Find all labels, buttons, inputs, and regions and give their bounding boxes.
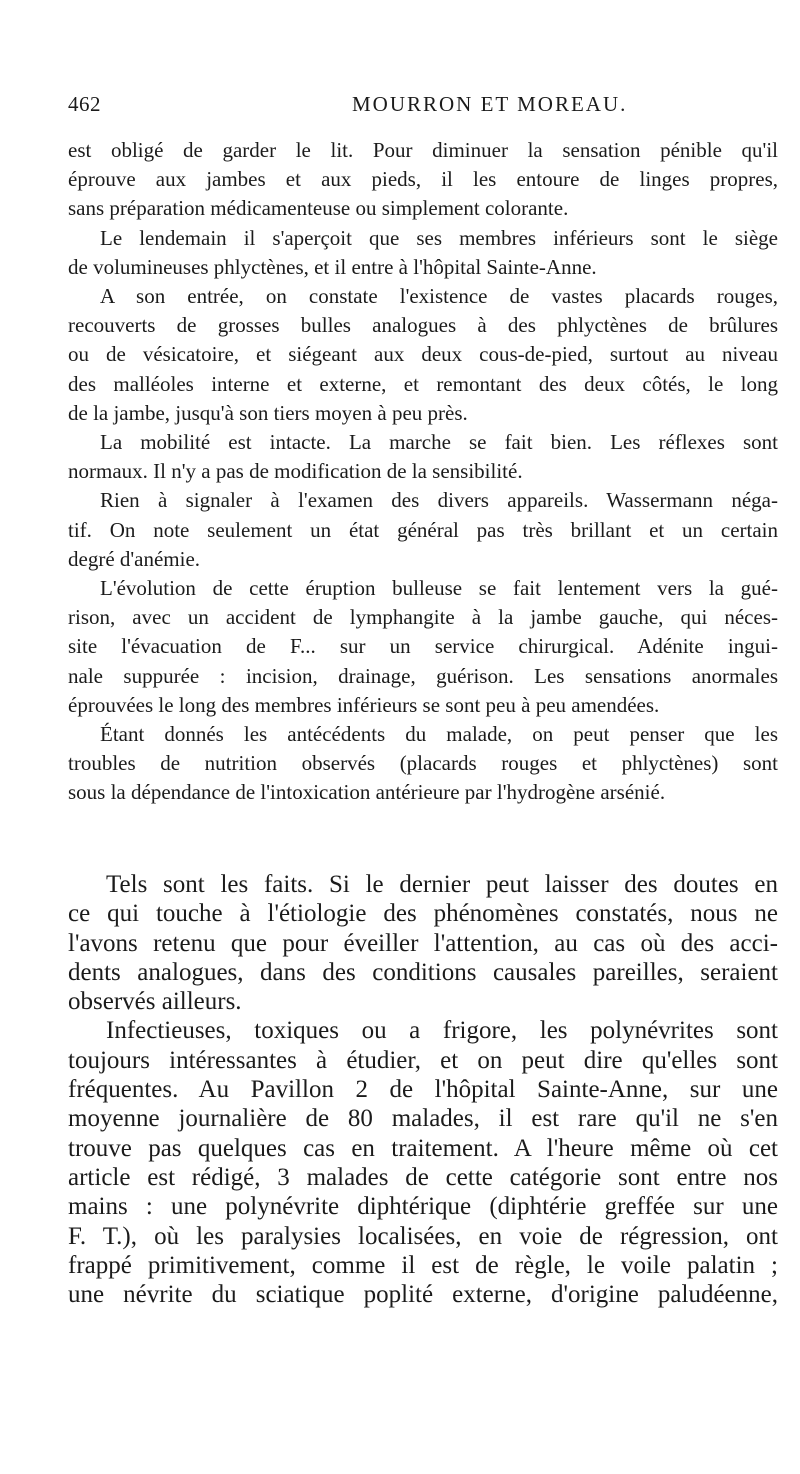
discussion-text bbox=[68, 870, 778, 1309]
text-line: L'évolution de cette éruption bulleuse se fait lentement vers la gué- bbox=[100, 576, 778, 601]
text-line: une névrite du sciatique poplité externe, d'origine paludéenne, bbox=[68, 1281, 778, 1309]
text-line: sans préparation médicamenteuse ou simplement colorante. bbox=[68, 196, 569, 221]
text-line: observés ailleurs. bbox=[68, 988, 242, 1016]
text-line: F. T.), où les paralysies localisées, en voie de régression, ont bbox=[68, 1222, 778, 1250]
page-number: 462 bbox=[68, 92, 101, 116]
text-line: sous la dépendance de l'intoxication antérieure par l'hydrogène arsénié. bbox=[68, 780, 666, 805]
text-line: ou de vésicatoire, et siégeant aux deux cous-de-pied, surtout au niveau bbox=[68, 342, 778, 367]
running-title: MOURRON ET MOREAU. bbox=[352, 92, 628, 116]
text-line: dents analogues, dans des conditions causales pareilles, seraient bbox=[68, 958, 778, 986]
text-line: site l'évacuation de F... sur un service chirurgical. Adénite ingui- bbox=[68, 634, 778, 659]
text-line: moyenne journalière de 80 malades, il est rare qu'il ne s'en bbox=[68, 1105, 778, 1133]
text-line: de la jambe, jusqu'à son tiers moyen à peu près. bbox=[68, 400, 468, 425]
text-line: fréquentes. Au Pavillon 2 de l'hôpital Sainte-Anne, sur une bbox=[68, 1076, 778, 1104]
text-line: Tels sont les faits. Si le dernier peut laisser des doutes en bbox=[106, 871, 778, 898]
text-line: est obligé de garder le lit. Pour diminuer la sensation pénible qu'il bbox=[68, 138, 778, 162]
text-line: Étant donnés les antécédents du malade, on peut penser que les bbox=[100, 722, 778, 747]
text-line: toujours intéressantes à étudier, et on peut dire qu'elles sont bbox=[68, 1046, 778, 1074]
text-line: de volumineuses phlyctènes, et il entre à l'hôpital Sainte-Anne. bbox=[68, 254, 597, 279]
text-line: troubles de nutrition observés (placards rouges et phlyctènes) sont bbox=[68, 751, 778, 776]
text-line: normaux. Il n'y a pas de modification de la sensibilité. bbox=[68, 459, 523, 484]
text-line: l'avons retenu que pour éveiller l'attention, au cas où des acci- bbox=[68, 929, 778, 957]
running-head bbox=[68, 92, 768, 120]
text-line: éprouve aux jambes et aux pieds, il les entoure de linges propres, bbox=[68, 167, 778, 192]
text-line: nale suppurée : incision, drainage, guérison. Les sensations anormales bbox=[68, 663, 778, 688]
text-line: degré d'anémie. bbox=[68, 546, 201, 571]
text-line: ce qui touche à l'étiologie des phénomènes constatés, nous ne bbox=[68, 900, 778, 928]
text-line: La mobilité est intacte. La marche se fait bien. Les réflexes sont bbox=[100, 430, 778, 455]
text-line: tif. On note seulement un état général pas très brillant et un certain bbox=[68, 517, 778, 542]
text-line: article est rédigé, 3 malades de cette catégorie sont entre nos bbox=[68, 1163, 778, 1191]
text-line: recouverts de grosses bulles analogues à des phlyctènes de brûlures bbox=[68, 313, 778, 338]
text-line: A son entrée, on constate l'existence de vastes placards rouges, bbox=[100, 284, 778, 309]
text-line: Le lendemain il s'aperçoit que ses membres inférieurs sont le siège bbox=[100, 225, 778, 250]
text-line: mains : une polynévrite diphtérique (diphtérie greffée sur une bbox=[68, 1193, 778, 1221]
text-line: frappé primitivement, comme il est de règle, le voile palatin ; bbox=[68, 1251, 778, 1279]
text-line: Infectieuses, toxiques ou a frigore, les polynévrites sont bbox=[106, 1017, 778, 1045]
text-line: Rien à signaler à l'examen des divers appareils. Wassermann néga- bbox=[100, 488, 778, 513]
text-line: rison, avec un accident de lymphangite à la jambe gauche, qui néces- bbox=[68, 605, 778, 630]
text-line: éprouvées le long des membres inférieurs se sont peu à peu amendées. bbox=[68, 692, 660, 717]
text-line: des malléoles interne et externe, et remontant des deux côtés, le long bbox=[68, 371, 778, 396]
case-report-text bbox=[68, 136, 778, 808]
text-line: trouve pas quelques cas en traitement. A l'heure même où cet bbox=[68, 1134, 778, 1162]
